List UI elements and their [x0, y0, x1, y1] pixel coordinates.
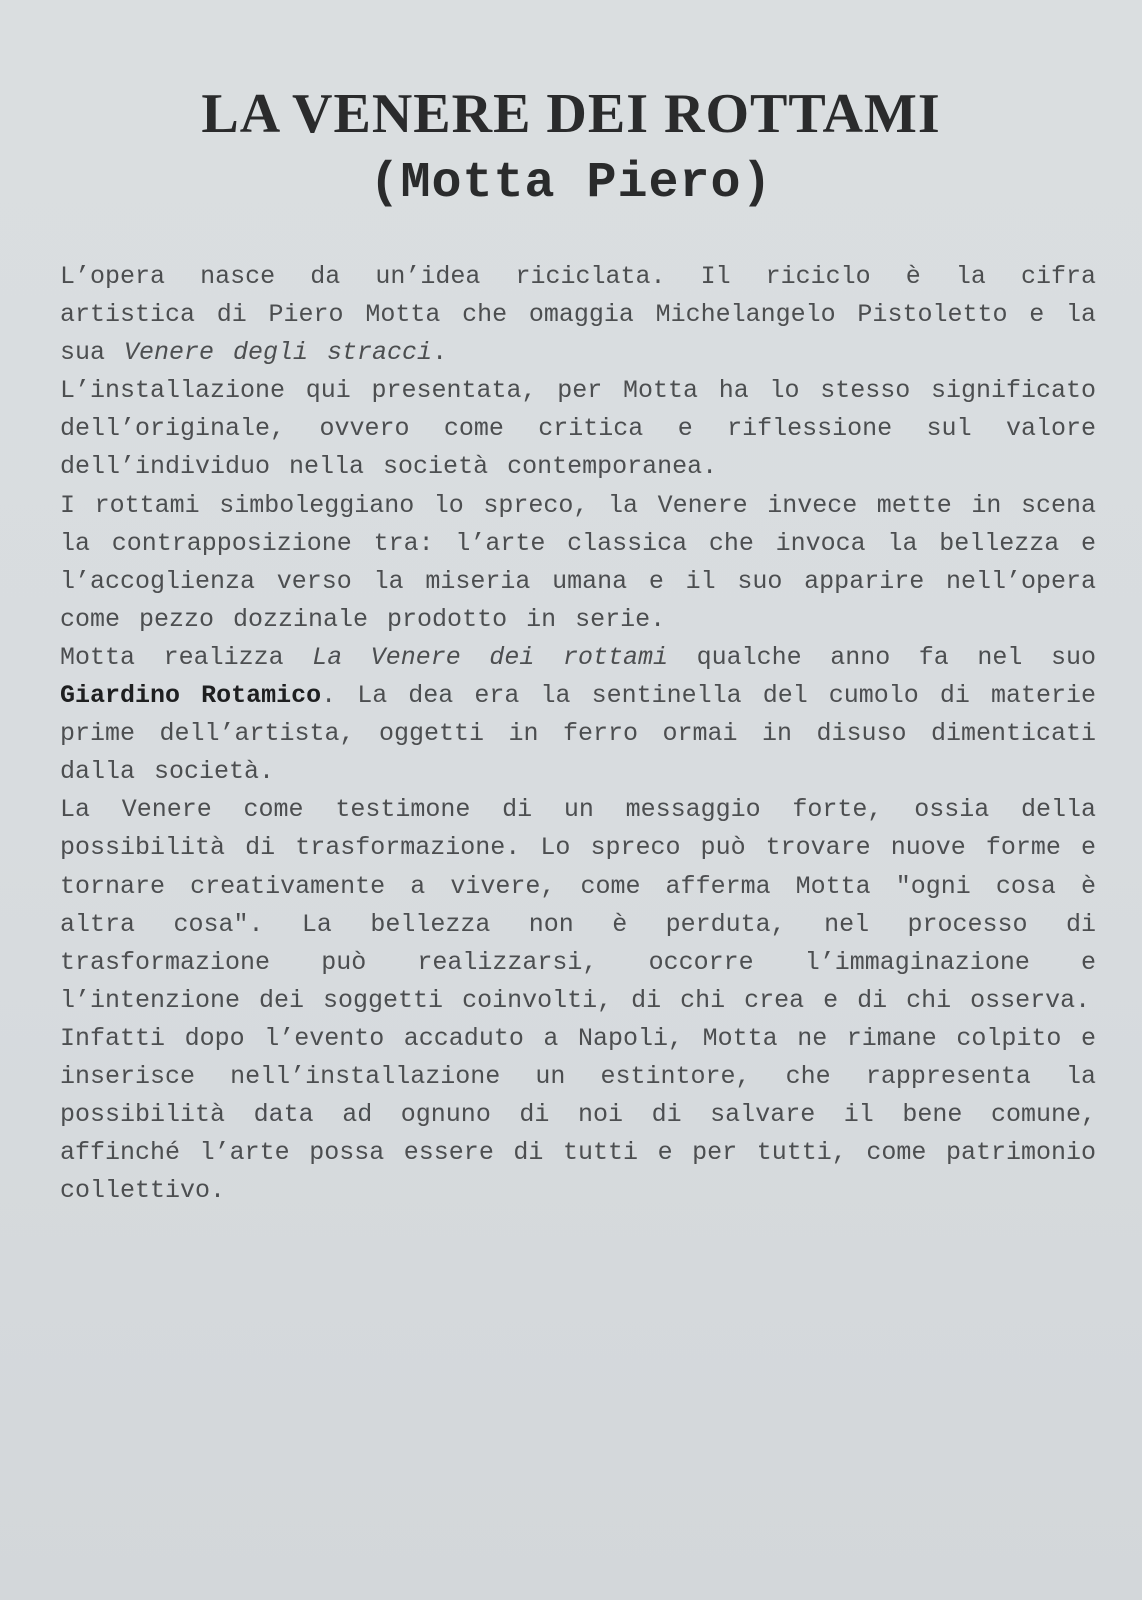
paragraph-installation: L’installazione qui presentata, per Motta ha lo stesso significato dell’originale, ovvero come critica e riflessione sul valore dell’individuo nella società contemporanea. — [60, 376, 1096, 482]
paragraph-intro-text: L’opera nasce da un’idea riciclata. Il riciclo è la cifra artistica di Piero Motta che omaggia Michelangelo Pistoletto e la sua — [60, 262, 1096, 368]
page-title: LA VENERE DEI ROTTAMI — [201, 83, 941, 145]
paragraph-extinguisher: Infatti dopo l’evento accaduto a Napoli, Motta ne rimane colpito e inserisce nell’installazione un estintore, che rappresenta la possibilità data ad ognuno di noi di salvare il bene comune, affinché l’arte possa essere di tutti e per tutti, come patrimonio collettivo. — [60, 1023, 1096, 1206]
paragraph-transformation: La Venere come testimone di un messaggio forte, ossia della possibilità di trasformazione. Lo spreco può trovare nuove forme e tornare creativamente a vivere, come afferma Motta "ogni cosa è altra cosa". La bellezza non è perduta, nel processo di trasformazione può realizzarsi, occorre l’immaginazione e l’intenzione dei soggetti coinvolti, di chi crea e di chi osserva. — [60, 795, 1096, 1015]
garden-name: Giardino Rotamico — [60, 681, 322, 711]
paragraph-origin-text-3: . La dea era la sentinella del cumolo di materie prime dell’artista, oggetti in ferro ormai in disuso dimenticati dalla società. — [60, 681, 1096, 787]
paragraph-symbolism: I rottami simboleggiano lo spreco, la Venere invece mette in scena la contrapposizione tra: l’arte classica che invoca la bellezza e l’accoglienza verso la miseria umana e il suo apparire nell’opera come pezzo dozzinale prodotto in serie. — [60, 490, 1096, 634]
artwork-title-venere-dei-rottami: La Venere dei rottami — [312, 642, 669, 672]
page-subtitle-author: (Motta Piero) — [369, 155, 773, 212]
body-text — [60, 258, 1096, 1210]
paragraph-origin — [60, 639, 1096, 791]
paragraph-intro — [60, 258, 1096, 372]
artwork-title-venere-degli-stracci: Venere degli stracci — [124, 338, 433, 368]
paragraph-origin-text: Motta realizza — [60, 642, 313, 672]
paragraph-origin-text-2: qualche anno fa nel suo — [668, 642, 1096, 672]
paragraph-intro-end: . — [432, 338, 448, 368]
